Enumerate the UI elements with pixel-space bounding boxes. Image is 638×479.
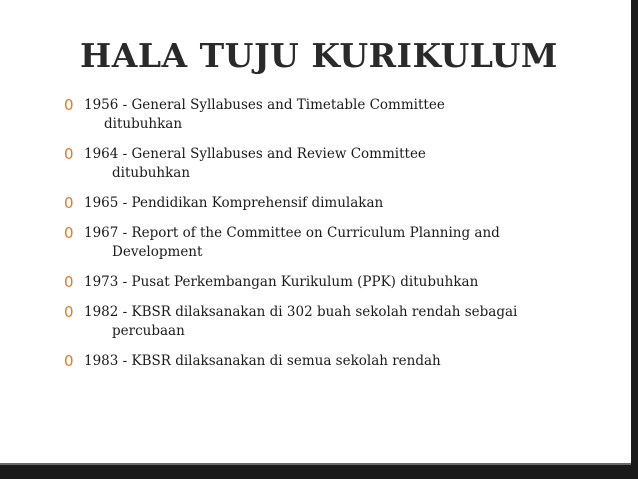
list-item — [64, 303, 604, 341]
item-text: 1965 - Pendidikan Komprehensif dimulakan — [84, 195, 384, 211]
list-item — [64, 145, 604, 183]
list-item — [64, 194, 604, 213]
item-text-continued: ditubuhkan — [112, 165, 191, 181]
bullet-icon: 0 — [64, 145, 74, 163]
item-text: 1956 - General Syllabuses and Timetable Committee — [84, 97, 445, 113]
slide-title-text: HALA TUJU KURIKULUM — [80, 36, 558, 75]
list-item — [64, 96, 604, 134]
list-item — [64, 273, 604, 292]
item-text: 1973 - Pusat Perkembangan Kurikulum (PPK) ditubuhkan — [84, 274, 479, 290]
item-text: 1964 - General Syllabuses and Review Committee — [84, 146, 426, 162]
bullet-icon: 0 — [64, 194, 74, 212]
timeline-list — [64, 96, 604, 382]
list-item — [64, 352, 604, 371]
frame-bottom-border — [0, 465, 638, 479]
item-text: 1967 - Report of the Committee on Curriculum Planning and — [84, 225, 500, 241]
slide-title — [0, 36, 638, 75]
item-text: 1982 - KBSR dilaksanakan di 302 buah sekolah rendah sebagai — [84, 304, 518, 320]
item-text-continued: ditubuhkan — [104, 116, 183, 132]
bullet-icon: 0 — [64, 96, 74, 114]
bullet-icon: 0 — [64, 273, 74, 291]
bullet-icon: 0 — [64, 303, 74, 321]
item-text: 1983 - KBSR dilaksanakan di semua sekolah rendah — [84, 353, 441, 369]
bullet-icon: 0 — [64, 352, 74, 370]
frame-right-border — [631, 0, 638, 479]
item-text-continued: Development — [112, 244, 203, 260]
item-text-continued: percubaan — [112, 323, 185, 339]
bullet-icon: 0 — [64, 224, 74, 242]
list-item — [64, 224, 604, 262]
